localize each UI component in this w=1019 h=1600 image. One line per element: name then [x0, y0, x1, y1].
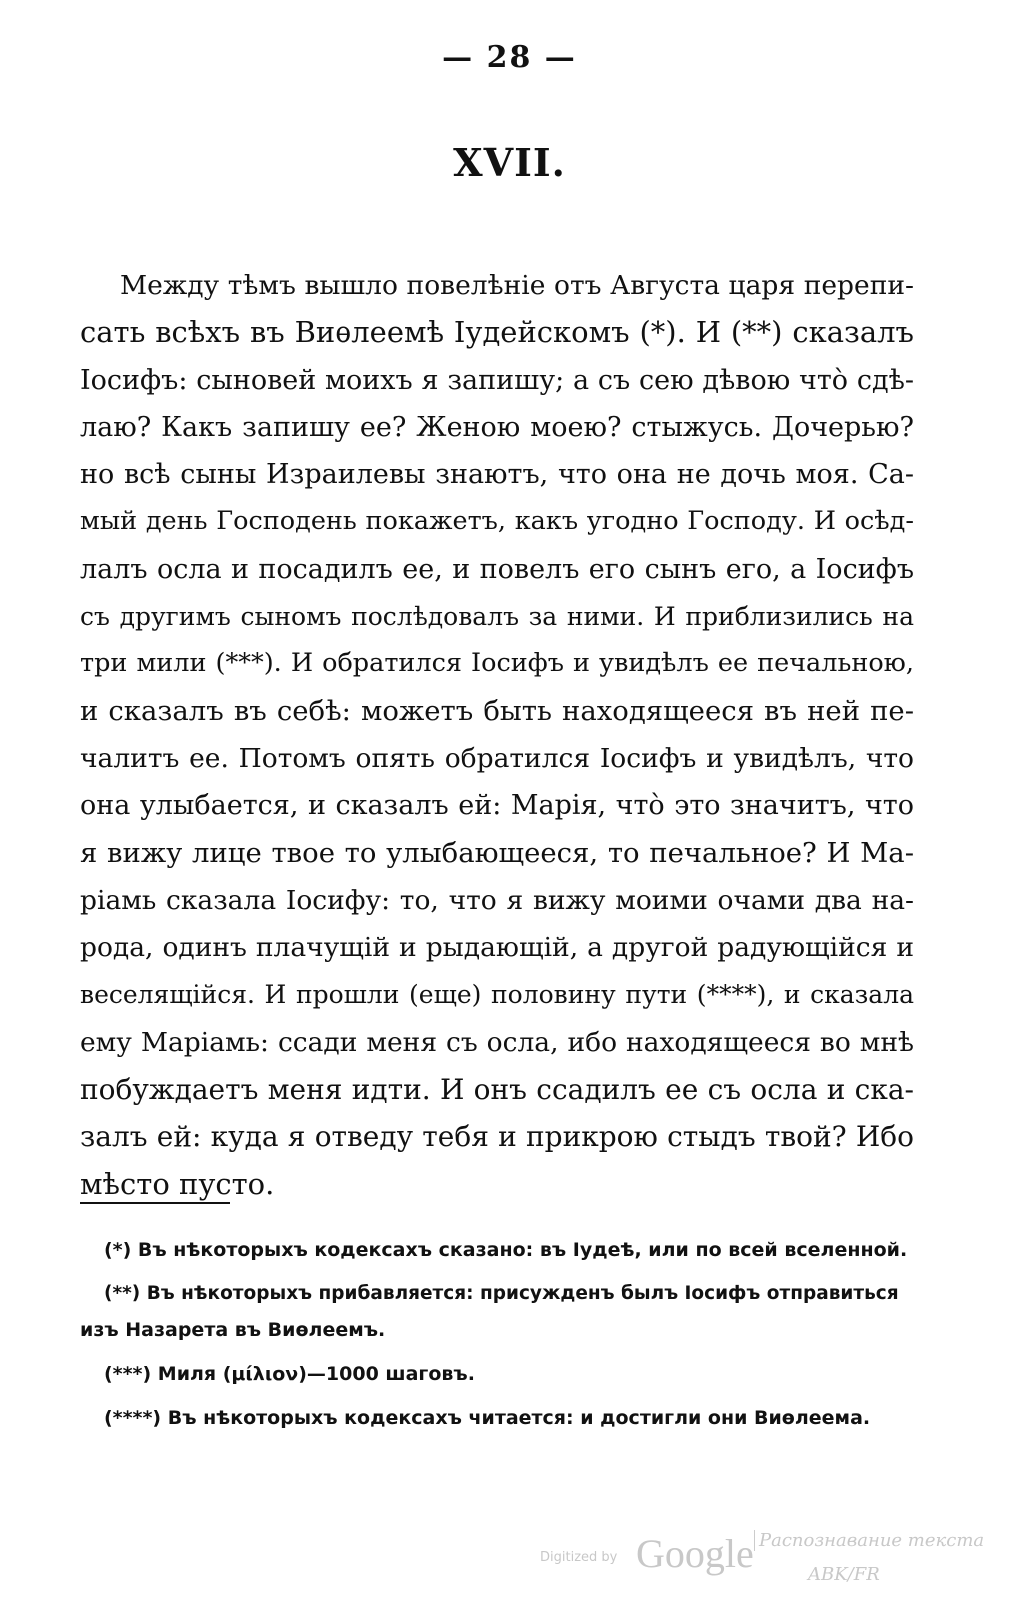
body-line: я вижу лице твое то улыбающееся, то печальное? И Ма-: [80, 836, 914, 869]
body-line: побуждаетъ меня идти. И онъ ссадилъ ее съ осла и ска-: [80, 1073, 914, 1107]
body-line: веселящійся. И прошли (еще) половину пути (****), и сказала: [80, 980, 914, 1010]
body-line: сать всѣхъ въ Виѳлеемѣ Іудейскомъ (*). И (**) сказалъ: [80, 315, 914, 350]
body-line: она улыбается, и сказалъ ей: Марія, что̀ это значитъ, что: [80, 790, 914, 822]
chapter-heading: XVII.: [453, 140, 566, 185]
footnote: (***) Миля (μίλιον)—1000 шаговъ.: [104, 1363, 475, 1385]
footnote-continuation: изъ Назарета въ Виѳлеемъ.: [80, 1319, 386, 1341]
digitization-watermark: [540, 1528, 1000, 1592]
body-line: три мили (***). И обратился Іосифъ и увидѣлъ ее печальною,: [80, 648, 914, 679]
body-line: ему Маріамь: ссади меня съ осла, ибо находящееся во мнѣ: [80, 1026, 914, 1058]
footnote: (**) Въ нѣкоторыхъ прибавляется: присужденъ былъ Іосифъ отправиться: [104, 1283, 899, 1304]
body-line: и сказалъ въ себѣ: можетъ быть находящееся въ ней пе-: [80, 694, 914, 727]
body-line: чалитъ ее. Потомъ опять обратился Іосифъ и увидѣлъ, что: [80, 742, 914, 774]
watermark-ocr-text: Распознавание текста: [754, 1530, 984, 1551]
footnote-divider: [80, 1202, 230, 1204]
footnote: (****) Въ нѣкоторыхъ кодексахъ читается: и достигли они Виѳлеема.: [104, 1407, 871, 1429]
body-line: но всѣ сыны Израилевы знаютъ, что она не дочь моя. Са-: [80, 459, 914, 491]
body-line: ріамь сказала Іосифу: то, что я вижу моими очами два на-: [80, 884, 914, 916]
watermark-ocr-credit: ABK/FR: [808, 1564, 880, 1585]
body-text: [80, 262, 914, 1208]
body-line: рода, одинъ плачущій и рыдающій, а другой радующійся и: [80, 932, 914, 964]
footnotes: [80, 1232, 914, 1436]
watermark-digitized-text: Digitized by: [540, 1550, 618, 1565]
body-line: лалъ осла и посадилъ ее, и повелъ его сынъ его, а Іосифъ: [80, 553, 914, 585]
body-line: залъ ей: куда я отведу тебя и прикрою стыдъ твой? Ибо: [80, 1120, 914, 1154]
body-line: мѣсто пусто.: [80, 1166, 275, 1201]
page-number: — 28 —: [442, 40, 577, 75]
body-line: Между тѣмъ вышло повелѣніе отъ Августа царя перепи-: [120, 270, 914, 301]
body-line: Іосифъ: сыновей моихъ я запишу; а съ сею дѣвою что̀ сдѣ-: [80, 364, 914, 396]
footnote: (*) Въ нѣкоторыхъ кодексахъ сказано: въ Іудеѣ, или по всей вселенной.: [104, 1239, 908, 1261]
body-line: мый день Господень покажетъ, какъ угодно Господу. И осѣд-: [80, 506, 914, 537]
google-logo: Google: [636, 1531, 754, 1576]
body-line: съ другимъ сыномъ послѣдовалъ за ними. И приблизились на: [80, 602, 914, 632]
body-line: лаю? Какъ запишу ее? Женою моею? стыжусь. Дочерью?: [80, 411, 914, 443]
